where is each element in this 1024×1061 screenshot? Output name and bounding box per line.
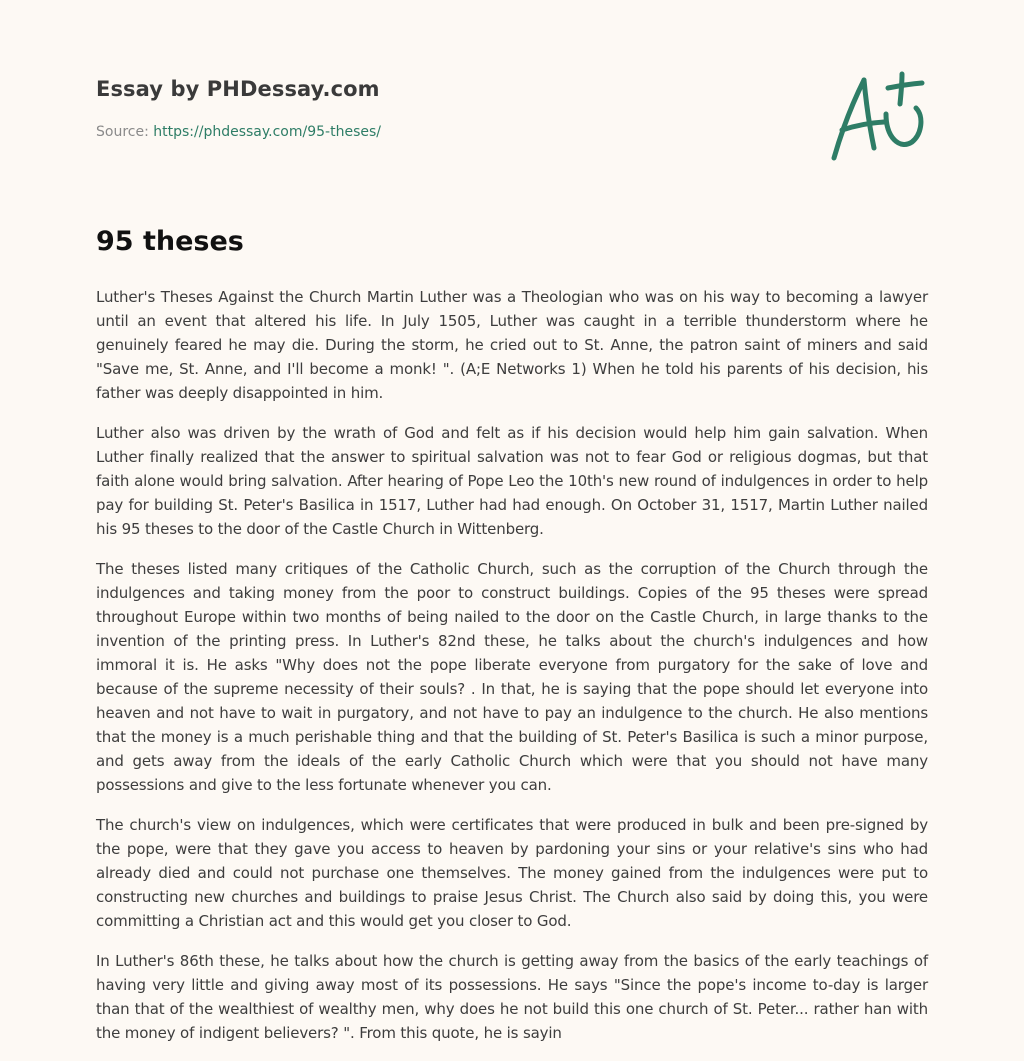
essay-paragraph: Luther's Theses Against the Church Martin Luther was a Theologian who was on his way to becoming a lawyer until an event that altered his life. In July 1505, Luther was caught in a terrible thunderstorm where he genuinely feared he may die. During the storm, he cried out to St. Anne, the patron saint of miners and said "Save me, St. Anne, and I'll become a monk! ". (A;E Networks 1) When he told his parents of his decision, his father was deeply disappointed in him. [96,288,928,402]
site-brand: Essay by PHDessay.com [96,77,380,101]
source-link[interactable]: https://phdessay.com/95-theses/ [153,124,381,140]
essay-title: 95 theses [96,226,244,257]
essay-paragraph: The theses listed many critiques of the Catholic Church, such as the corruption of the Church through the indulgences and taking money from the poor to construct buildings. Copies of the 95 theses were spread throughout Europe within two months of being nailed to the door on the Castle Church, in large thanks to the invention of the printing press. In Luther's 82nd these, he talks about the church's indulgences and how immoral it is. He asks "Why does not the pope liberate everyone from purgatory for the sake of love and because of the supreme necessity of their souls? . In that, he is saying that the pope should let everyone into heaven and not have to wait in purgatory, and not have to pay an indulgence to the church. He also mentions that the money is a much perishable thing and that the building of St. Peter's Basilica is such a minor purpose, and gets away from the ideals of the early Catholic Church which were that you should not have many possessions and give to the less fortunate whenever you can. [96,560,928,794]
essay-body [96,285,928,1061]
page-header [96,0,928,190]
essay-paragraph: Luther also was driven by the wrath of God and felt as if his decision would help him gain salvation. When Luther finally realized that the answer to spiritual salvation was not to fear God or religious dogmas, but that faith alone would bring salvation. After hearing of Pope Leo the 10th's new round of indulgences in order to help pay for building St. Peter's Basilica in 1517, Luther had had enough. On October 31, 1517, Martin Luther nailed his 95 theses to the door of the Castle Church in Wittenberg. [96,424,928,538]
source-label: Source: [96,124,149,140]
source-line [96,124,381,140]
essay-paragraph: In Luther's 86th these, he talks about how the church is getting away from the basics of the early teachings of having very little and giving away most of its possessions. He says "Since the pope's income to-day is larger than that of the wealthiest of wealthy men, why does he not build this one church of St. Peter... rather han with the money of indigent believers? ". From this quote, he is sayin [96,952,928,1042]
a-plus-grade-icon [828,68,928,164]
essay-paragraph: The church's view on indulgences, which were certificates that were produced in bulk and been pre-signed by the pope, were that they gave you access to heaven by pardoning your sins or your relative's sins who had already died and could not purchase one themselves. The money gained from the indulgences were put to constructing new churches and buildings to praise Jesus Christ. The Church also said by doing this, you were committing a Christian act and this would get you closer to God. [96,816,928,930]
